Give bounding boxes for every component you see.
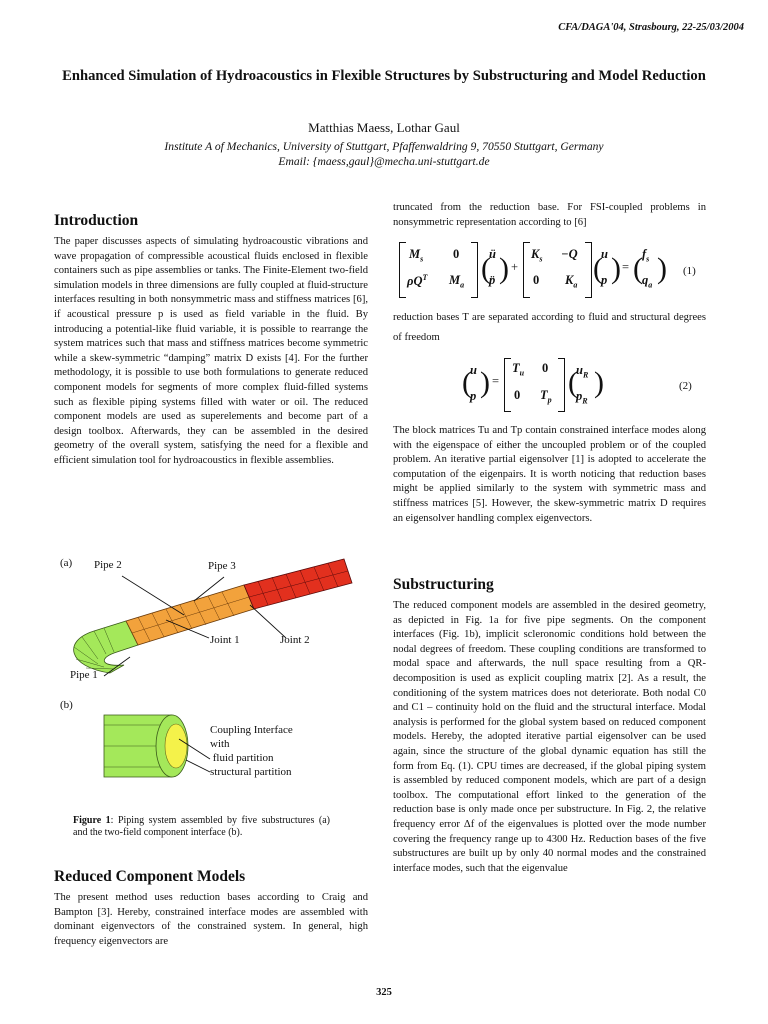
intro-heading: Introduction xyxy=(54,212,139,229)
figure-1 xyxy=(54,555,354,805)
equation-1: $M_s$ 0 $\rho Q^T$ $M_a$ ( ü p̈ ) + $K_s$ −Q 0 $K_a$ ( u p ) = ( $f_s$ $q_a$ ) (1) xyxy=(393,240,713,302)
rcm-text: The present method uses reduction bases according to Craig and Bampton [3]. Hereby, constrained interface modes are assembled with dominant eigenvectors of the constrained system. In general, high frequency eigenvectors are xyxy=(54,892,368,947)
caption-label: Figure 1 xyxy=(73,815,111,826)
figure-caption xyxy=(73,815,330,839)
eq1-number: (1) xyxy=(683,265,696,277)
coupling-line-3: fluid partition xyxy=(210,752,274,764)
right-p3: The block matrices Tu and Tp contain constrained interface modes along with the eigenspace of either the uncoupled problem or of the coupled problem. An iterative partial eigensolver [1] is adopted to accelerate the computation of the eigenpairs. It is worth noticing that reduction bases might be applied similarly to the system with symmetric mass and stiffness matrices [5]. However, the skew-symmetric matrix D requires an eigensolver handling complex eigenvectors. xyxy=(393,425,706,524)
affiliation: Institute A of Mechanics, University of Stuttgart, Pfaffenwaldring 9, 70550 Stuttgart, Germany xyxy=(164,140,604,153)
coupling-line-4: structural partition xyxy=(210,766,292,778)
label-pipe-1: Pipe 1 xyxy=(70,669,98,681)
affiliation-block xyxy=(0,139,768,169)
coupling-interface-label xyxy=(210,723,293,779)
coupling-line-1: Coupling Interface xyxy=(210,724,293,736)
label-pipe-2: Pipe 2 xyxy=(94,559,122,571)
label-pipe-3: Pipe 3 xyxy=(208,560,236,572)
substructuring-text: The reduced component models are assembled in the desired geometry, as depicted in Fig. 1a for five pipe segments. On the component interfaces (Fig. 1b), implicit scleronomic conditions hold between the nodal degrees of freedom. These coupling conditions are transformed to modal space and afterwards, the null space resulting from a QR-decomposition is used as explicit coupling matrix [2]. As a result, the conditioning of the system matrices does not deteriorate. Both nodal C0 and C1 – continuity hold on the fluid and the structural interface. Modal analysis is performed for the global system based on reduced component models. Hereby, the adopted iterative partial eigensolver can be used again, since the structure of the global dynamic equation has still the form from Eq. (1). CPU times are decreased, if the global piping system is assembled by reduced component models, which are part of a design toolbox. The computational effort linked to the generation of the reduction base is only made once per substructure. In Fig. 2, the relative frequency error Δf of the eigenvalues is plotted over the mode number covering the frequency range up to 4300 Hz. Reduction bases of the five substructures are built up by only 40 normal modes and the constrained interface modes, such that the eigenvalue xyxy=(393,600,706,874)
substructuring-heading: Substructuring xyxy=(393,576,494,593)
fluid-partition-shape xyxy=(165,724,187,768)
page-number: 325 xyxy=(376,987,392,998)
pipe-1-shape xyxy=(74,621,138,673)
equation-2: ( u p ) = $T_u$ 0 0 $T_p$ ( $u_R$ $p_R$ ) (2) xyxy=(460,356,710,416)
caption-text: : Piping system assembled by five substructures (a) and the two-field component interface (b). xyxy=(73,815,330,838)
figure-label-a: (a) xyxy=(60,557,73,569)
authors: Matthias Maess, Lothar Gaul xyxy=(308,120,460,135)
rcm-heading: Reduced Component Models xyxy=(54,868,246,885)
intro-text: The paper discusses aspects of simulating hydroacoustic vibrations and wave propagation of compressible acoustical fluids enclosed in flexible containers such as pipe assemblies or tanks. The Finite-Element two-field simulation models in three dimensions are fully coupled at fluid-structure interfaces resulting in both nonsymmetric mass and stiffness matrices [6], if acoustical pressure p is used as field variable in the fluid. By introducing a potential-like fluid variable, it is possible to rearrange the system matrices such that mass and stiffness matrices become symmetric while a skew-symmetric “damping” matrix D exists [4]. For the further methodology, it is possible to use both formulations to generate reduced component models for segments of more complex fluid-filled systems such as flexible piping systems filled with water or oil. The reduced component models are used as superelements and become part of a design toolbox. Afterwards, they can be assembled in the desired geometry of the overall system, satisfying the need for a flexible and efficient simulation tool for hydroacoustics in flexible assemblies. xyxy=(54,236,368,466)
figure-label-b: (b) xyxy=(60,699,73,711)
eq2-number: (2) xyxy=(679,380,692,392)
right-p2: reduction bases T are separated according to fluid and structural degrees of freedom xyxy=(393,312,706,343)
label-joint-2: Joint 2 xyxy=(280,634,310,646)
label-joint-1: Joint 1 xyxy=(210,634,240,646)
paper-title: Enhanced Simulation of Hydroacoustics in Flexible Structures by Substructuring and Model Reduction xyxy=(62,68,706,84)
right-p1: truncated from the reduction base. For FSI-coupled problems in nonsymmetric representation according to [6] xyxy=(393,202,706,228)
piping-figure xyxy=(54,555,354,805)
email: Email: {maess,gaul}@mecha.uni-stuttgart.de xyxy=(278,155,490,168)
coupling-line-2: with xyxy=(210,738,230,750)
conference-header: CFA/DAGA'04, Strasbourg, 22-25/03/2004 xyxy=(558,22,744,33)
